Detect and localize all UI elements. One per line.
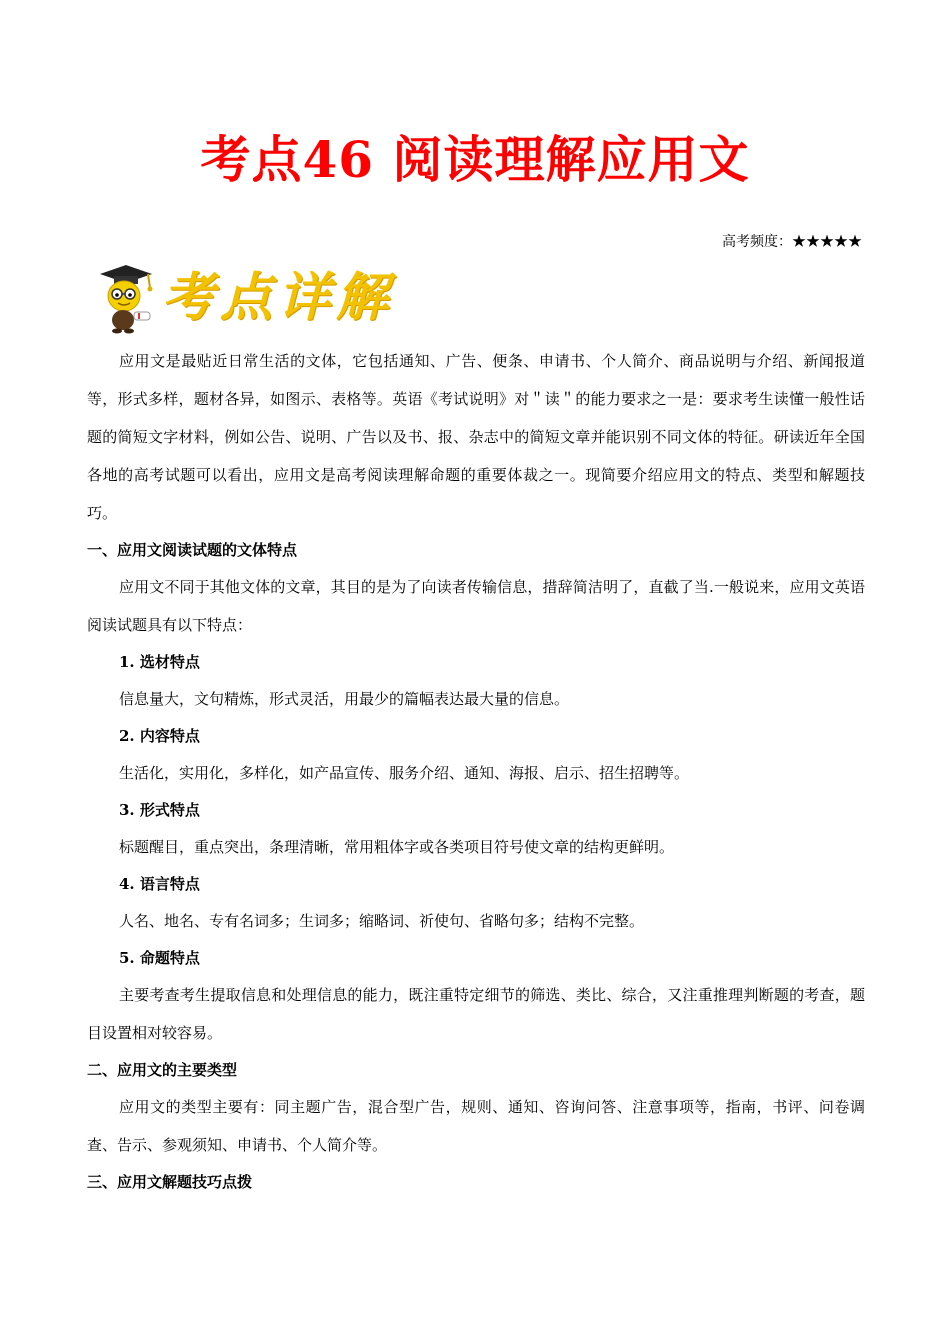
exam-frequency xyxy=(722,232,862,252)
frequency-label: 高考频度： xyxy=(722,234,792,250)
section-heading-2: 二、应用文的主要类型 xyxy=(87,1061,238,1079)
intro-paragraph: 应用文是最贴近日常生活的文体，它包括通知、广告、便条、申请书、个人简介、商品说明与介绍、新闻报道等，形式多样，题材各异，如图示、表格等。英语《考试说明》对＂读＂的能力要求之一是：要求考生读懂一般性话题的简短文字材料，例如公告、说明、广告以及书、报、杂志中的简短文章并能识别不同文体的特征。研读近年全国各地的高考试题可以看出，应用文是高考阅读理解命题的重要体裁之一。现简要介绍应用文的特点、类型和解题技巧。 xyxy=(87,352,865,522)
point-title-4: 4. 语言特点 xyxy=(119,875,200,893)
section-banner xyxy=(92,262,395,336)
point-text-3: 标题醒目，重点突出，条理清晰，常用粗体字或各类项目符号使文章的结构更鲜明。 xyxy=(119,838,675,856)
point-title-1: 1. 选材特点 xyxy=(119,653,200,671)
banner-title: 考点详解 xyxy=(162,267,395,328)
point-title-2: 2. 内容特点 xyxy=(119,727,200,745)
page-title: 考点46 阅读理解应用文 xyxy=(200,130,750,189)
section-heading-3: 三、应用文解题技巧点拨 xyxy=(87,1173,253,1191)
section1-intro: 应用文不同于其他文体的文章，其目的是为了向读者传输信息，措辞简洁明了，直截了当.一般说来，应用文英语阅读试题具有以下特点： xyxy=(87,578,865,634)
point-title-3: 3. 形式特点 xyxy=(119,801,200,819)
graduate-mascot-icon xyxy=(92,262,162,336)
section2-text: 应用文的类型主要有：同主题广告，混合型广告，规则、通知、咨询问答、注意事项等，指南，书评、问卷调查、告示、参观须知、申请书、个人简介等。 xyxy=(87,1098,865,1154)
point-text-5: 主要考查考生提取信息和处理信息的能力，既注重特定细节的筛选、类比、综合，又注重推理判断题的考查，题目设置相对较容易。 xyxy=(87,986,865,1042)
section-heading-1: 一、应用文阅读试题的文体特点 xyxy=(87,541,298,559)
frequency-stars: ★★★★★ xyxy=(792,234,862,250)
point-text-2: 生活化，实用化，多样化，如产品宣传、服务介绍、通知、海报、启示、招生招聘等。 xyxy=(119,764,690,782)
document-body xyxy=(87,342,865,1200)
point-text-1: 信息量大，文句精炼，形式灵活，用最少的篇幅表达最大量的信息。 xyxy=(119,690,570,708)
point-title-5: 5. 命题特点 xyxy=(119,949,200,967)
point-text-4: 人名、地名、专有名词多；生词多；缩略词、祈使句、省略句多；结构不完整。 xyxy=(119,912,645,930)
